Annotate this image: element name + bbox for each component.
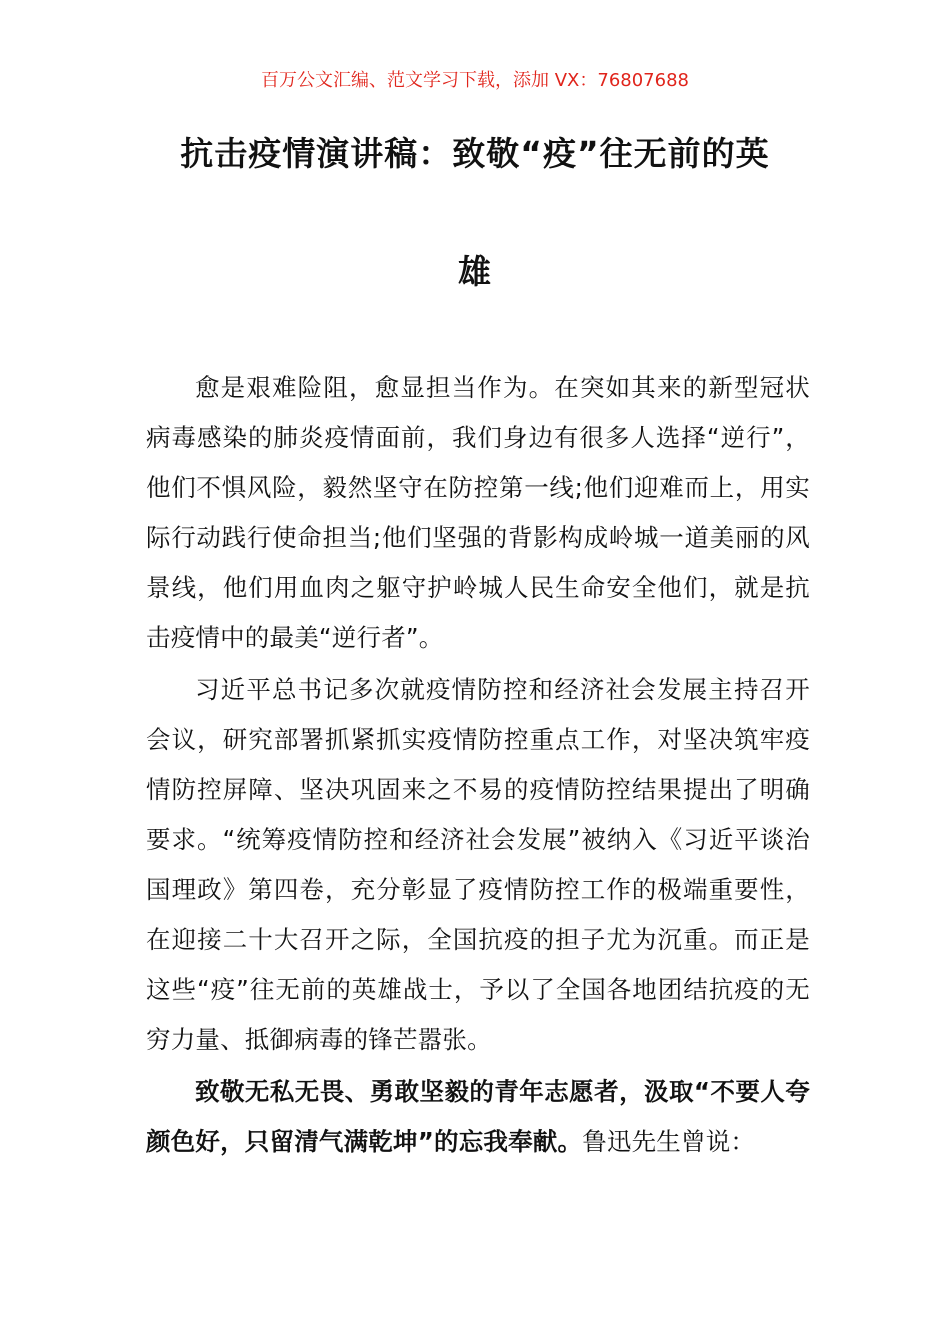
- paragraph-1: [146, 363, 810, 663]
- document-title-line-2: 雄: [458, 252, 492, 291]
- document-body: [146, 363, 810, 1167]
- document-title-line-1: 抗击疫情演讲稿：致敬“疫”往无前的英: [180, 134, 770, 173]
- paragraph-1-text: 愈是艰难险阻，愈显担当作为。在突如其来的新型冠状病毒感染的肺炎疫情面前，我们身边有很多人选择“逆行”，他们不惧风险，毅然坚守在防控第一线;他们迎难而上，用实际行动践行使命担当;他们坚强的背影构成岭城一道美丽的风景线，他们用血肉之躯守护岭城人民生命安全他们，就是抗击疫情中的最美“逆行者”。: [146, 373, 810, 652]
- paragraph-3-text: 鲁迅先生曾说：: [582, 1127, 756, 1156]
- header-promo-note: 百万公文汇编、范文学习下载，添加 VX：76807688: [261, 70, 689, 91]
- paragraph-2: [146, 665, 810, 1065]
- paragraph-3: [146, 1067, 810, 1167]
- paragraph-3-bold-lead: 致敬无私无畏、勇敢坚毅的青年志愿者，汲取“不要人夸颜色好，只留清气满乾坤”的忘我奉献。: [146, 1077, 810, 1156]
- paragraph-2-text: 习近平总书记多次就疫情防控和经济社会发展主持召开会议，研究部署抓紧抓实疫情防控重点工作，对坚决筑牢疫情防控屏障、坚决巩固来之不易的疫情防控结果提出了明确要求。“统筹疫情防控和经济社会发展”被纳入《习近平谈治国理政》第四卷，充分彰显了疫情防控工作的极端重要性，在迎接二十大召开之际，全国抗疫的担子尤为沉重。而正是这些“疫”往无前的英雄战士，予以了全国各地团结抗疫的无穷力量、抵御病毒的锋芒嚣张。: [146, 675, 810, 1054]
